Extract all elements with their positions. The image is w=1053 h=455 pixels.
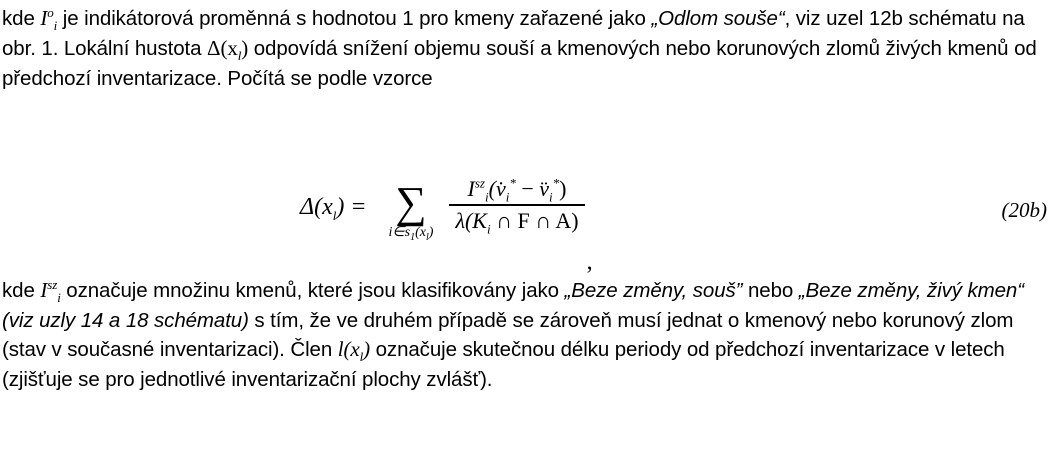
text-segment: odpovídá snížení objemu souší a kmenových nebo korunových zlomů živých kmenů od předchozí inventarizace. Počítá se podle vzorce bbox=[2, 36, 1037, 90]
math-delta-xl: $\Delta(x_l)$ bbox=[207, 35, 249, 63]
equation-number: (20b) bbox=[1001, 198, 1047, 222]
fraction-numerator: $I^{sz}_i(v̇_i^*$ − $v̈_i^*$) bbox=[467, 175, 567, 205]
text-segment: kde bbox=[2, 7, 41, 30]
subscript: i bbox=[485, 189, 489, 205]
subscript: l bbox=[237, 48, 242, 63]
superscript: sz bbox=[47, 277, 58, 292]
paragraph-top bbox=[2, 4, 1051, 93]
text-segment: kde bbox=[2, 279, 41, 302]
text-segment: nebo bbox=[742, 279, 799, 302]
subscript: i bbox=[57, 290, 61, 306]
fraction-denominator: $\lambda(K_i$ ∩ F ∩ A) bbox=[455, 207, 579, 237]
superscript: sz bbox=[474, 175, 485, 191]
subscript: l bbox=[425, 231, 429, 243]
superscript: * bbox=[509, 175, 516, 191]
quoted-term-beze-zmeny-zivy-kmen: „Beze změny, živý kmen“ (viz uzly 14 a 18 schématu) bbox=[2, 279, 1024, 332]
summation-operator bbox=[388, 178, 434, 243]
superscript: o bbox=[47, 5, 54, 20]
text-segment: označuje množinu kmenů, které jsou klasifikovány jako bbox=[60, 279, 565, 302]
sigma-icon: ∑ bbox=[395, 178, 427, 228]
math-variable-I-o-i: $I^o_i$ bbox=[40, 5, 58, 34]
text-segment: s tím, že ve druhém případě se zároveň musí jednat o kmenový nebo korunový zlom (stav v současné inventarizaci). Člen bbox=[2, 308, 1014, 361]
subscript: 1 bbox=[410, 231, 416, 243]
summation-lower-limit: $i\in s_1(x_l)$ bbox=[388, 224, 434, 243]
text-segment: je indikátorová proměnná s hodnotou 1 pro kmeny zařazené jako bbox=[57, 7, 652, 30]
subscript: i bbox=[53, 18, 58, 34]
paragraph-bottom bbox=[2, 276, 1051, 394]
quoted-term-odlom-souse: „Odlom souše“ bbox=[651, 7, 785, 30]
math-variable-I-sz-i: $I^{sz}_i$ bbox=[40, 277, 61, 306]
text-segment: označuje skutečnou délku periody od předchozí inventarizace v letech (zjišťuje se pro jednotlivé inventarizační plochy zvlášť). bbox=[2, 337, 1005, 391]
equation-left-side: $\Delta(x_l)$ = bbox=[300, 193, 367, 223]
equation-20b bbox=[0, 152, 1053, 275]
quoted-term-beze-zmeny-sous: „Beze změny, souš” bbox=[564, 279, 743, 302]
math-l-xl: $l(x_l)$ bbox=[337, 336, 371, 365]
subscript: i bbox=[549, 189, 553, 205]
equation-body bbox=[300, 152, 593, 275]
text-segment: , viz uzel 12b schématu na obr. 1. Lokální hustota bbox=[2, 7, 1025, 60]
subscript: i bbox=[486, 221, 491, 237]
equation-comma: , bbox=[586, 249, 593, 275]
superscript: * bbox=[552, 175, 560, 191]
subscript: l bbox=[332, 207, 337, 223]
subscript: l bbox=[359, 349, 364, 365]
fraction bbox=[449, 175, 584, 237]
subscript: i bbox=[505, 189, 510, 205]
